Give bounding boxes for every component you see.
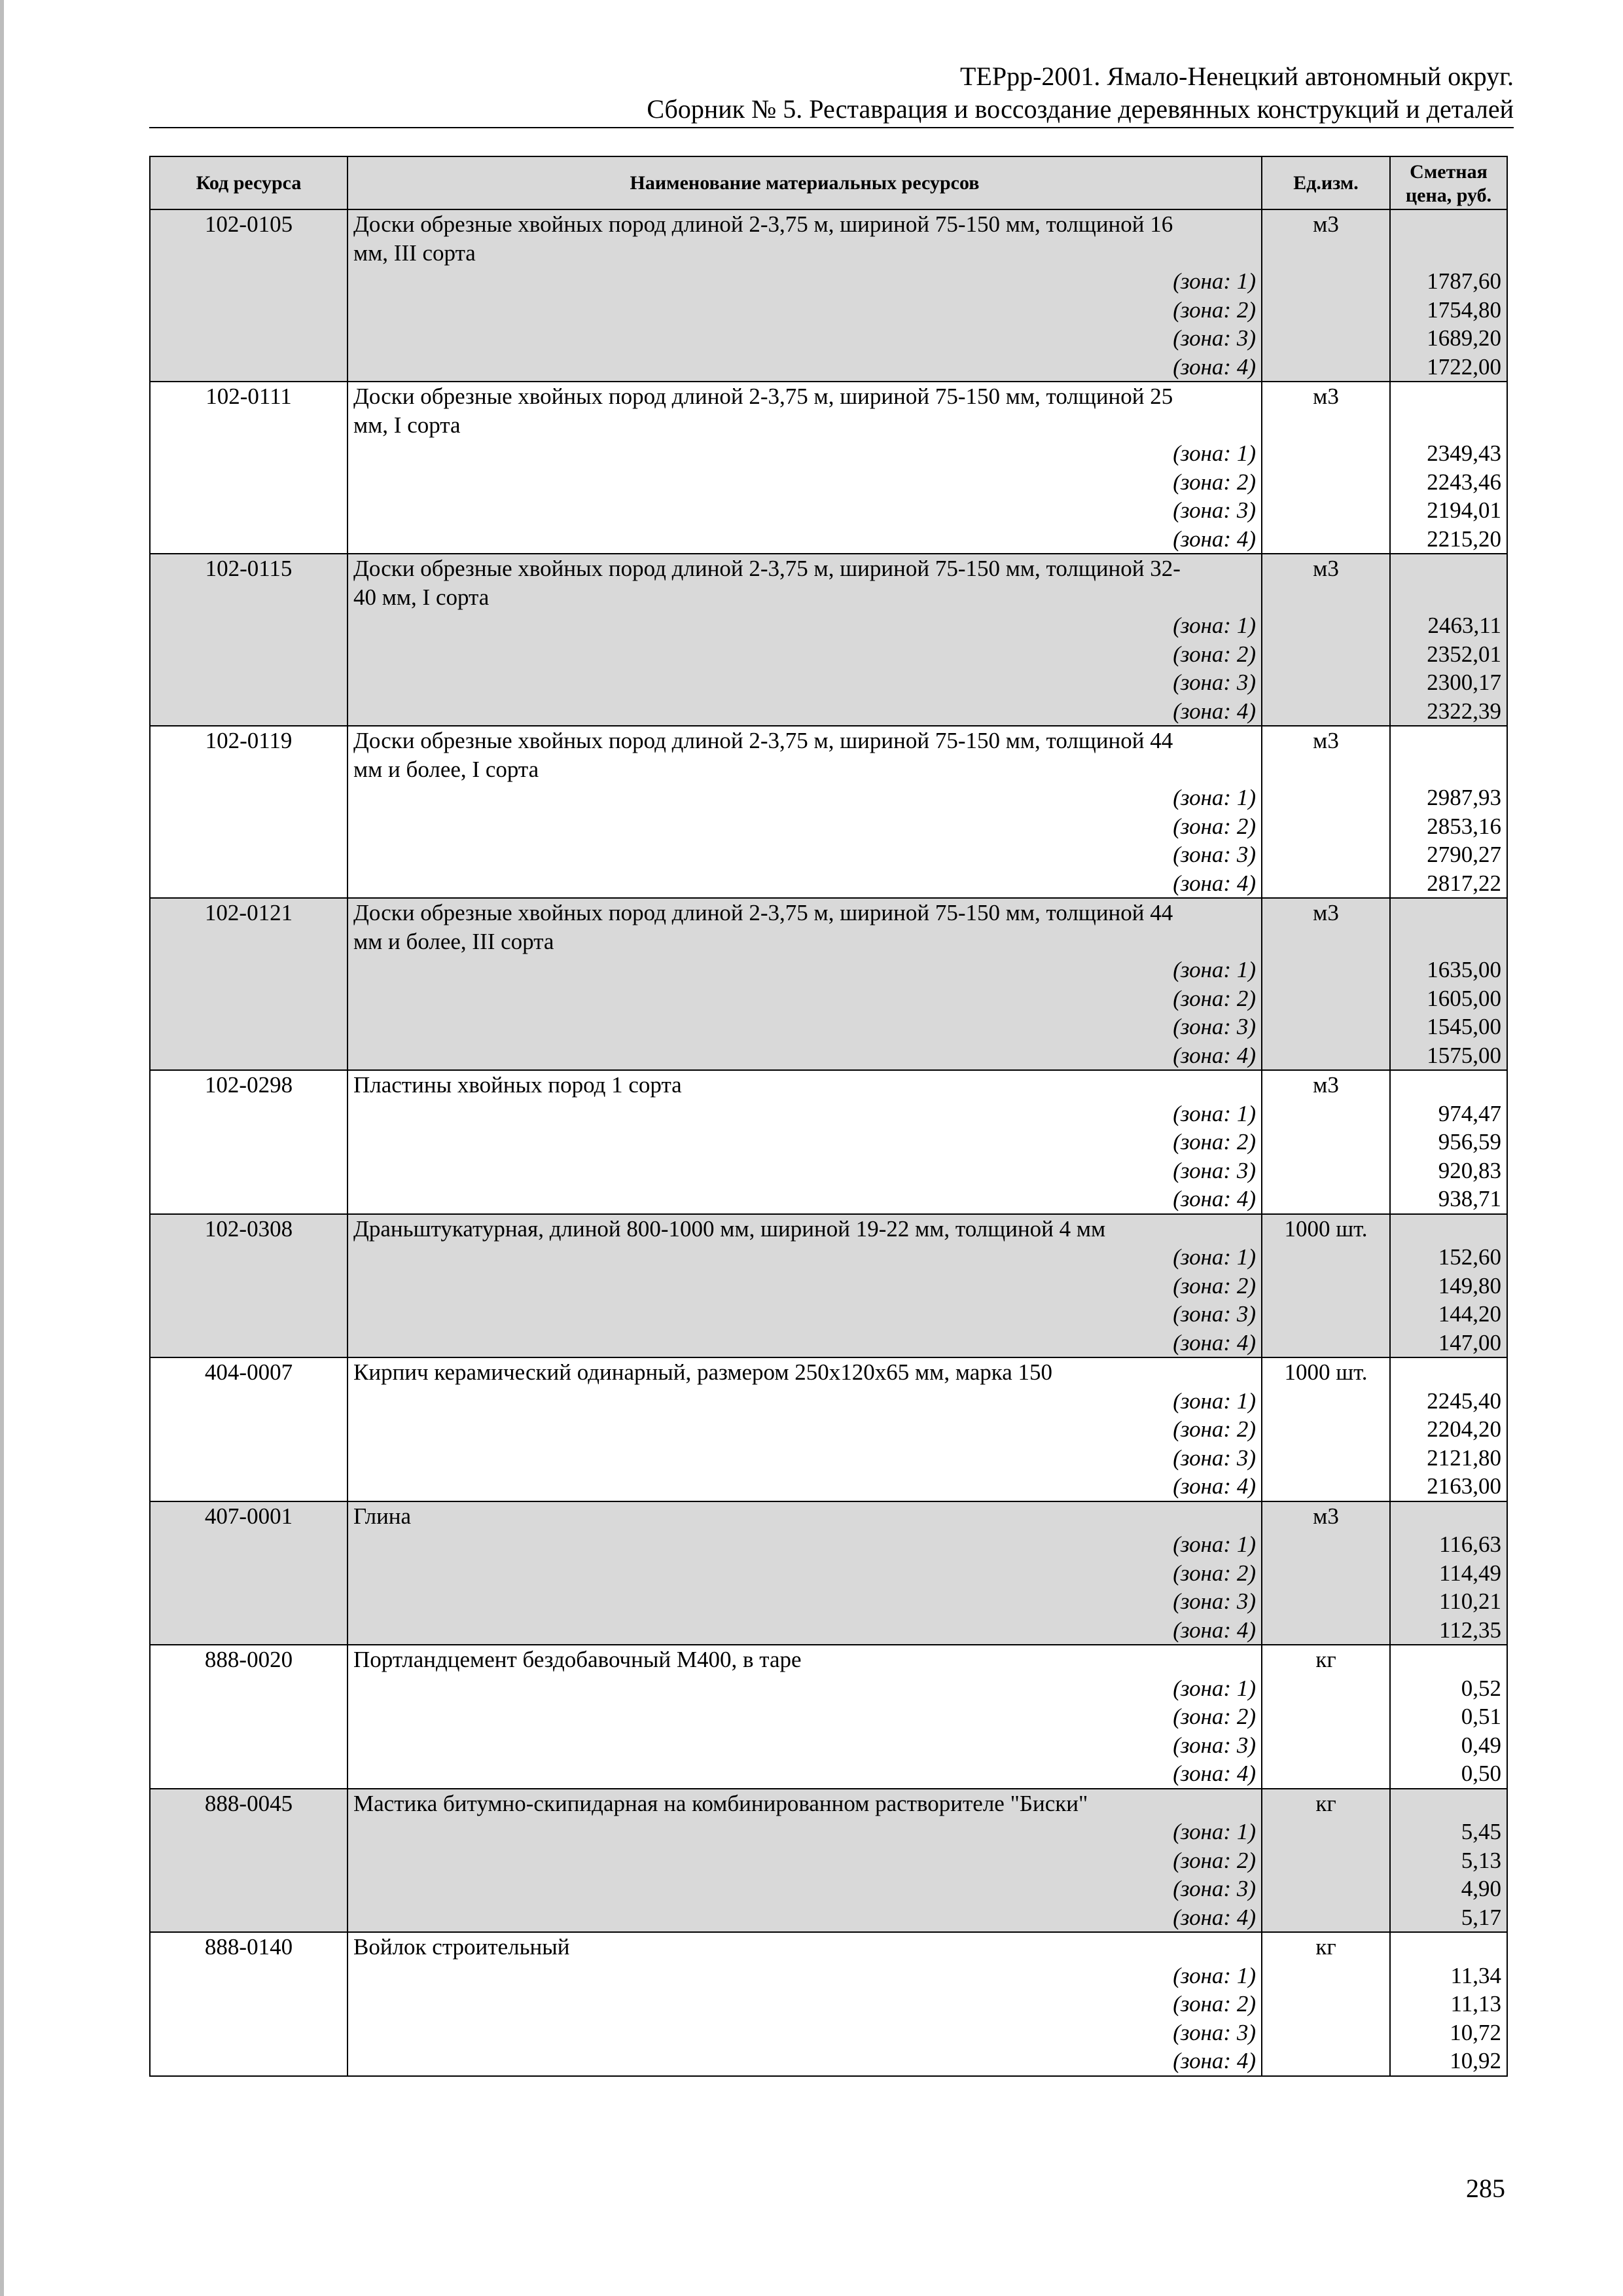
- zone-label: (зона: 3): [348, 2018, 1262, 2047]
- resource-unit: м3: [1262, 898, 1390, 927]
- table-row: [150, 783, 1507, 812]
- zone-price: 110,21: [1390, 1587, 1507, 1616]
- page-number: 285: [1466, 2174, 1505, 2203]
- zone-price: 116,63: [1390, 1530, 1507, 1559]
- resource-unit: м3: [1262, 209, 1390, 239]
- resource-group: [150, 1214, 1507, 1358]
- zone-label: (зона: 1): [348, 267, 1262, 296]
- zone-label: (зона: 4): [348, 525, 1262, 554]
- zone-label: (зона: 1): [348, 1818, 1262, 1846]
- zone-label: (зона: 3): [348, 324, 1262, 353]
- zone-price: 1722,00: [1390, 353, 1507, 382]
- zone-label: (зона: 4): [348, 1472, 1262, 1501]
- table-row: [150, 1415, 1507, 1444]
- table-row: [150, 1559, 1507, 1588]
- table-row: [150, 1157, 1507, 1185]
- table-row: [150, 697, 1507, 726]
- table-row: [150, 1013, 1507, 1041]
- resources-table: [149, 156, 1508, 2077]
- zone-price: 2817,22: [1390, 869, 1507, 899]
- resource-name-line: Портландцемент бездобавочный М400, в таре: [348, 1645, 1262, 1674]
- resource-code: 888-0045: [150, 1789, 348, 1818]
- resource-group: [150, 209, 1507, 382]
- table-row: [150, 668, 1507, 697]
- zone-label: (зона: 3): [348, 1157, 1262, 1185]
- zone-price: 5,45: [1390, 1818, 1507, 1846]
- zone-label: (зона: 2): [348, 1990, 1262, 2018]
- resource-name-line: Доски обрезные хвойных пород длиной 2-3,75 м, шириной 75-150 мм, толщиной 25: [348, 382, 1262, 411]
- zone-price: 2300,17: [1390, 668, 1507, 697]
- page-left-edge: [0, 0, 4, 2296]
- table-row: [150, 1214, 1507, 1244]
- resource-code: 407-0001: [150, 1501, 348, 1531]
- zone-price: 1689,20: [1390, 324, 1507, 353]
- zone-price: 149,80: [1390, 1272, 1507, 1300]
- table-row: [150, 1645, 1507, 1674]
- zone-label: (зона: 3): [348, 1300, 1262, 1329]
- table-row: [150, 1272, 1507, 1300]
- resource-group: [150, 1789, 1507, 1933]
- zone-price: 1605,00: [1390, 984, 1507, 1013]
- zone-label: (зона: 1): [348, 1674, 1262, 1703]
- zone-label: (зона: 2): [348, 984, 1262, 1013]
- resource-name-line: Доски обрезные хвойных пород длиной 2-3,75 м, шириной 75-150 мм, толщиной 16: [348, 209, 1262, 239]
- table-row: [150, 468, 1507, 497]
- table-row: [150, 1818, 1507, 1846]
- table-row: [150, 1789, 1507, 1818]
- resource-code: 102-0298: [150, 1070, 348, 1100]
- zone-label: (зона: 4): [348, 1903, 1262, 1933]
- zone-price: 1635,00: [1390, 956, 1507, 984]
- resource-unit: м3: [1262, 726, 1390, 755]
- table-row: [150, 1874, 1507, 1903]
- table-row: [150, 1357, 1507, 1387]
- zone-price: 2790,27: [1390, 840, 1507, 869]
- table-row: [150, 1387, 1507, 1416]
- resource-name-line: Доски обрезные хвойных пород длиной 2-3,75 м, шириной 75-150 мм, толщиной 32-: [348, 554, 1262, 583]
- zone-label: (зона: 1): [348, 611, 1262, 640]
- table-row: [150, 439, 1507, 468]
- zone-price: 1575,00: [1390, 1041, 1507, 1071]
- zone-label: (зона: 4): [348, 1041, 1262, 1071]
- table-row: [150, 324, 1507, 353]
- table-row: [150, 1731, 1507, 1760]
- resource-name-line: Доски обрезные хвойных пород длиной 2-3,75 м, шириной 75-150 мм, толщиной 44: [348, 726, 1262, 755]
- table-row: [150, 353, 1507, 382]
- table-row: [150, 869, 1507, 899]
- table-row: [150, 2018, 1507, 2047]
- resource-group: [150, 1357, 1507, 1501]
- resource-unit: м3: [1262, 554, 1390, 583]
- table-row: [150, 296, 1507, 325]
- zone-price: 2245,40: [1390, 1387, 1507, 1416]
- zone-label: (зона: 3): [348, 1013, 1262, 1041]
- zone-label: (зона: 4): [348, 1185, 1262, 1214]
- resource-code: 102-0119: [150, 726, 348, 755]
- zone-price: 144,20: [1390, 1300, 1507, 1329]
- zone-price: 2204,20: [1390, 1415, 1507, 1444]
- zone-label: (зона: 2): [348, 1128, 1262, 1157]
- table-row: [150, 840, 1507, 869]
- zone-label: (зона: 2): [348, 1272, 1262, 1300]
- resource-code: 888-0140: [150, 1932, 348, 1962]
- column-header-name: Наименование материальных ресурсов: [348, 156, 1262, 209]
- resource-name-line: мм, III сорта: [348, 239, 1262, 268]
- resource-name-line: Доски обрезные хвойных пород длиной 2-3,75 м, шириной 75-150 мм, толщиной 44: [348, 898, 1262, 927]
- zone-label: (зона: 3): [348, 840, 1262, 869]
- header-line-1: ТЕРрр-2001. Ямало-Ненецкий автономный округ.: [959, 62, 1514, 91]
- zone-price: 2243,46: [1390, 468, 1507, 497]
- zone-price: 2163,00: [1390, 1472, 1507, 1501]
- table-row: [150, 1329, 1507, 1358]
- zone-price: 0,51: [1390, 1702, 1507, 1731]
- zone-price: 2322,39: [1390, 697, 1507, 726]
- zone-price: 974,47: [1390, 1100, 1507, 1128]
- table-row: [150, 1185, 1507, 1214]
- table-row: [150, 525, 1507, 554]
- table-row: [150, 640, 1507, 669]
- table-row: [150, 1300, 1507, 1329]
- zone-label: (зона: 4): [348, 1759, 1262, 1789]
- resource-name-line: Мастика битумно-скипидарная на комбинированном растворителе "Биски": [348, 1789, 1262, 1818]
- header-line-2: Сборник № 5. Реставрация и воссоздание деревянных конструкций и деталей: [647, 94, 1514, 124]
- zone-price: 2853,16: [1390, 812, 1507, 841]
- resource-name-line: мм и более, III сорта: [348, 927, 1262, 956]
- resource-name-line: Глина: [348, 1501, 1262, 1531]
- zone-label: (зона: 3): [348, 1874, 1262, 1903]
- zone-label: (зона: 4): [348, 353, 1262, 382]
- zone-label: (зона: 1): [348, 956, 1262, 984]
- zone-price: 938,71: [1390, 1185, 1507, 1214]
- table-row: [150, 2047, 1507, 2076]
- table-row: [150, 726, 1507, 755]
- table-row: [150, 898, 1507, 927]
- zone-label: (зона: 3): [348, 668, 1262, 697]
- table-row: [150, 1041, 1507, 1071]
- resource-unit: кг: [1262, 1789, 1390, 1818]
- column-header-price: Сметная цена, руб.: [1390, 156, 1507, 209]
- table-row: [150, 1501, 1507, 1531]
- zone-price: 1787,60: [1390, 267, 1507, 296]
- zone-label: (зона: 2): [348, 812, 1262, 841]
- zone-label: (зона: 2): [348, 468, 1262, 497]
- zone-price: 10,72: [1390, 2018, 1507, 2047]
- resource-group: [150, 382, 1507, 554]
- table-row: [150, 755, 1507, 784]
- resource-group: [150, 1645, 1507, 1789]
- zone-price: 5,13: [1390, 1846, 1507, 1875]
- zone-label: (зона: 4): [348, 2047, 1262, 2076]
- table-row: [150, 1846, 1507, 1875]
- resource-name-line: Пластины хвойных пород 1 сорта: [348, 1070, 1262, 1100]
- resource-unit: м3: [1262, 1070, 1390, 1100]
- zone-label: (зона: 2): [348, 1702, 1262, 1731]
- zone-price: 956,59: [1390, 1128, 1507, 1157]
- zone-price: 11,13: [1390, 1990, 1507, 2018]
- table-row: [150, 1932, 1507, 1962]
- zone-label: (зона: 3): [348, 1731, 1262, 1760]
- zone-label: (зона: 1): [348, 783, 1262, 812]
- table-row: [150, 1702, 1507, 1731]
- resource-group: [150, 1501, 1507, 1645]
- table-row: [150, 411, 1507, 440]
- zone-price: 920,83: [1390, 1157, 1507, 1185]
- table-row: [150, 956, 1507, 984]
- zone-label: (зона: 1): [348, 439, 1262, 468]
- zone-label: (зона: 1): [348, 1387, 1262, 1416]
- zone-price: 11,34: [1390, 1962, 1507, 1990]
- header-rule: [149, 127, 1514, 128]
- resource-name-line: мм, I сорта: [348, 411, 1262, 440]
- zone-price: 0,49: [1390, 1731, 1507, 1760]
- resource-code: 102-0105: [150, 209, 348, 239]
- zone-price: 5,17: [1390, 1903, 1507, 1933]
- resource-unit: 1000 шт.: [1262, 1214, 1390, 1244]
- resource-group: [150, 898, 1507, 1070]
- zone-price: 152,60: [1390, 1243, 1507, 1272]
- table-row: [150, 554, 1507, 583]
- zone-price: 2215,20: [1390, 525, 1507, 554]
- zone-price: 2463,11: [1390, 611, 1507, 640]
- resource-code: 404-0007: [150, 1357, 348, 1387]
- zone-label: (зона: 1): [348, 1962, 1262, 1990]
- table-row: [150, 1674, 1507, 1703]
- table-row: [150, 1587, 1507, 1616]
- table-row: [150, 267, 1507, 296]
- zone-price: 2352,01: [1390, 640, 1507, 669]
- zone-price: 2987,93: [1390, 783, 1507, 812]
- zone-price: 1545,00: [1390, 1013, 1507, 1041]
- table-row: [150, 209, 1507, 239]
- resource-code: 102-0308: [150, 1214, 348, 1244]
- zone-price: 4,90: [1390, 1874, 1507, 1903]
- zone-label: (зона: 2): [348, 296, 1262, 325]
- column-header-code: Код ресурса: [150, 156, 348, 209]
- table-row: [150, 583, 1507, 612]
- zone-price: 10,92: [1390, 2047, 1507, 2076]
- zone-label: (зона: 4): [348, 869, 1262, 899]
- table-row: [150, 611, 1507, 640]
- zone-label: (зона: 3): [348, 1444, 1262, 1473]
- zone-price: 2194,01: [1390, 496, 1507, 525]
- zone-label: (зона: 2): [348, 640, 1262, 669]
- table-row: [150, 927, 1507, 956]
- table-row: [150, 1444, 1507, 1473]
- table-row: [150, 1962, 1507, 1990]
- resource-group: [150, 554, 1507, 726]
- zone-price: 114,49: [1390, 1559, 1507, 1588]
- zone-label: (зона: 4): [348, 1616, 1262, 1645]
- resource-code: 102-0115: [150, 554, 348, 583]
- resource-name-line: мм и более, I сорта: [348, 755, 1262, 784]
- zone-label: (зона: 3): [348, 496, 1262, 525]
- zone-label: (зона: 2): [348, 1415, 1262, 1444]
- resource-unit: кг: [1262, 1932, 1390, 1962]
- table-row: [150, 1128, 1507, 1157]
- resource-unit: м3: [1262, 1501, 1390, 1531]
- zone-price: 0,50: [1390, 1759, 1507, 1789]
- resource-code: 888-0020: [150, 1645, 348, 1674]
- resource-code: 102-0121: [150, 898, 348, 927]
- resource-unit: кг: [1262, 1645, 1390, 1674]
- zone-price: 1754,80: [1390, 296, 1507, 325]
- table-row: [150, 1759, 1507, 1789]
- table-row: [150, 984, 1507, 1013]
- table-row: [150, 1616, 1507, 1645]
- resource-group: [150, 1932, 1507, 2076]
- zone-label: (зона: 4): [348, 697, 1262, 726]
- zone-label: (зона: 1): [348, 1243, 1262, 1272]
- resource-name-line: Драньштукатурная, длиной 800-1000 мм, шириной 19-22 мм, толщиной 4 мм: [348, 1214, 1262, 1244]
- zone-price: 112,35: [1390, 1616, 1507, 1645]
- resource-code: 102-0111: [150, 382, 348, 411]
- zone-label: (зона: 2): [348, 1559, 1262, 1588]
- table-row: [150, 812, 1507, 841]
- table-header: [150, 156, 1507, 209]
- zone-label: (зона: 1): [348, 1100, 1262, 1128]
- zone-price: 2121,80: [1390, 1444, 1507, 1473]
- resource-unit: 1000 шт.: [1262, 1357, 1390, 1387]
- resource-name-line: Войлок строительный: [348, 1932, 1262, 1962]
- table-row: [150, 239, 1507, 268]
- table-row: [150, 496, 1507, 525]
- resource-group: [150, 726, 1507, 898]
- table-row: [150, 382, 1507, 411]
- resource-unit: м3: [1262, 382, 1390, 411]
- table-row: [150, 1472, 1507, 1501]
- table-row: [150, 1243, 1507, 1272]
- zone-price: 2349,43: [1390, 439, 1507, 468]
- resource-group: [150, 1070, 1507, 1214]
- resource-name-line: 40 мм, I сорта: [348, 583, 1262, 612]
- zone-label: (зона: 4): [348, 1329, 1262, 1358]
- table-row: [150, 1530, 1507, 1559]
- table-row: [150, 1990, 1507, 2018]
- table-row: [150, 1070, 1507, 1100]
- column-header-unit: Ед.изм.: [1262, 156, 1390, 209]
- table-row: [150, 1903, 1507, 1933]
- zone-label: (зона: 1): [348, 1530, 1262, 1559]
- zone-price: 0,52: [1390, 1674, 1507, 1703]
- document-header: [149, 60, 1514, 126]
- table-row: [150, 1100, 1507, 1128]
- zone-label: (зона: 3): [348, 1587, 1262, 1616]
- resource-name-line: Кирпич керамический одинарный, размером 250х120х65 мм, марка 150: [348, 1357, 1262, 1387]
- zone-label: (зона: 2): [348, 1846, 1262, 1875]
- zone-price: 147,00: [1390, 1329, 1507, 1358]
